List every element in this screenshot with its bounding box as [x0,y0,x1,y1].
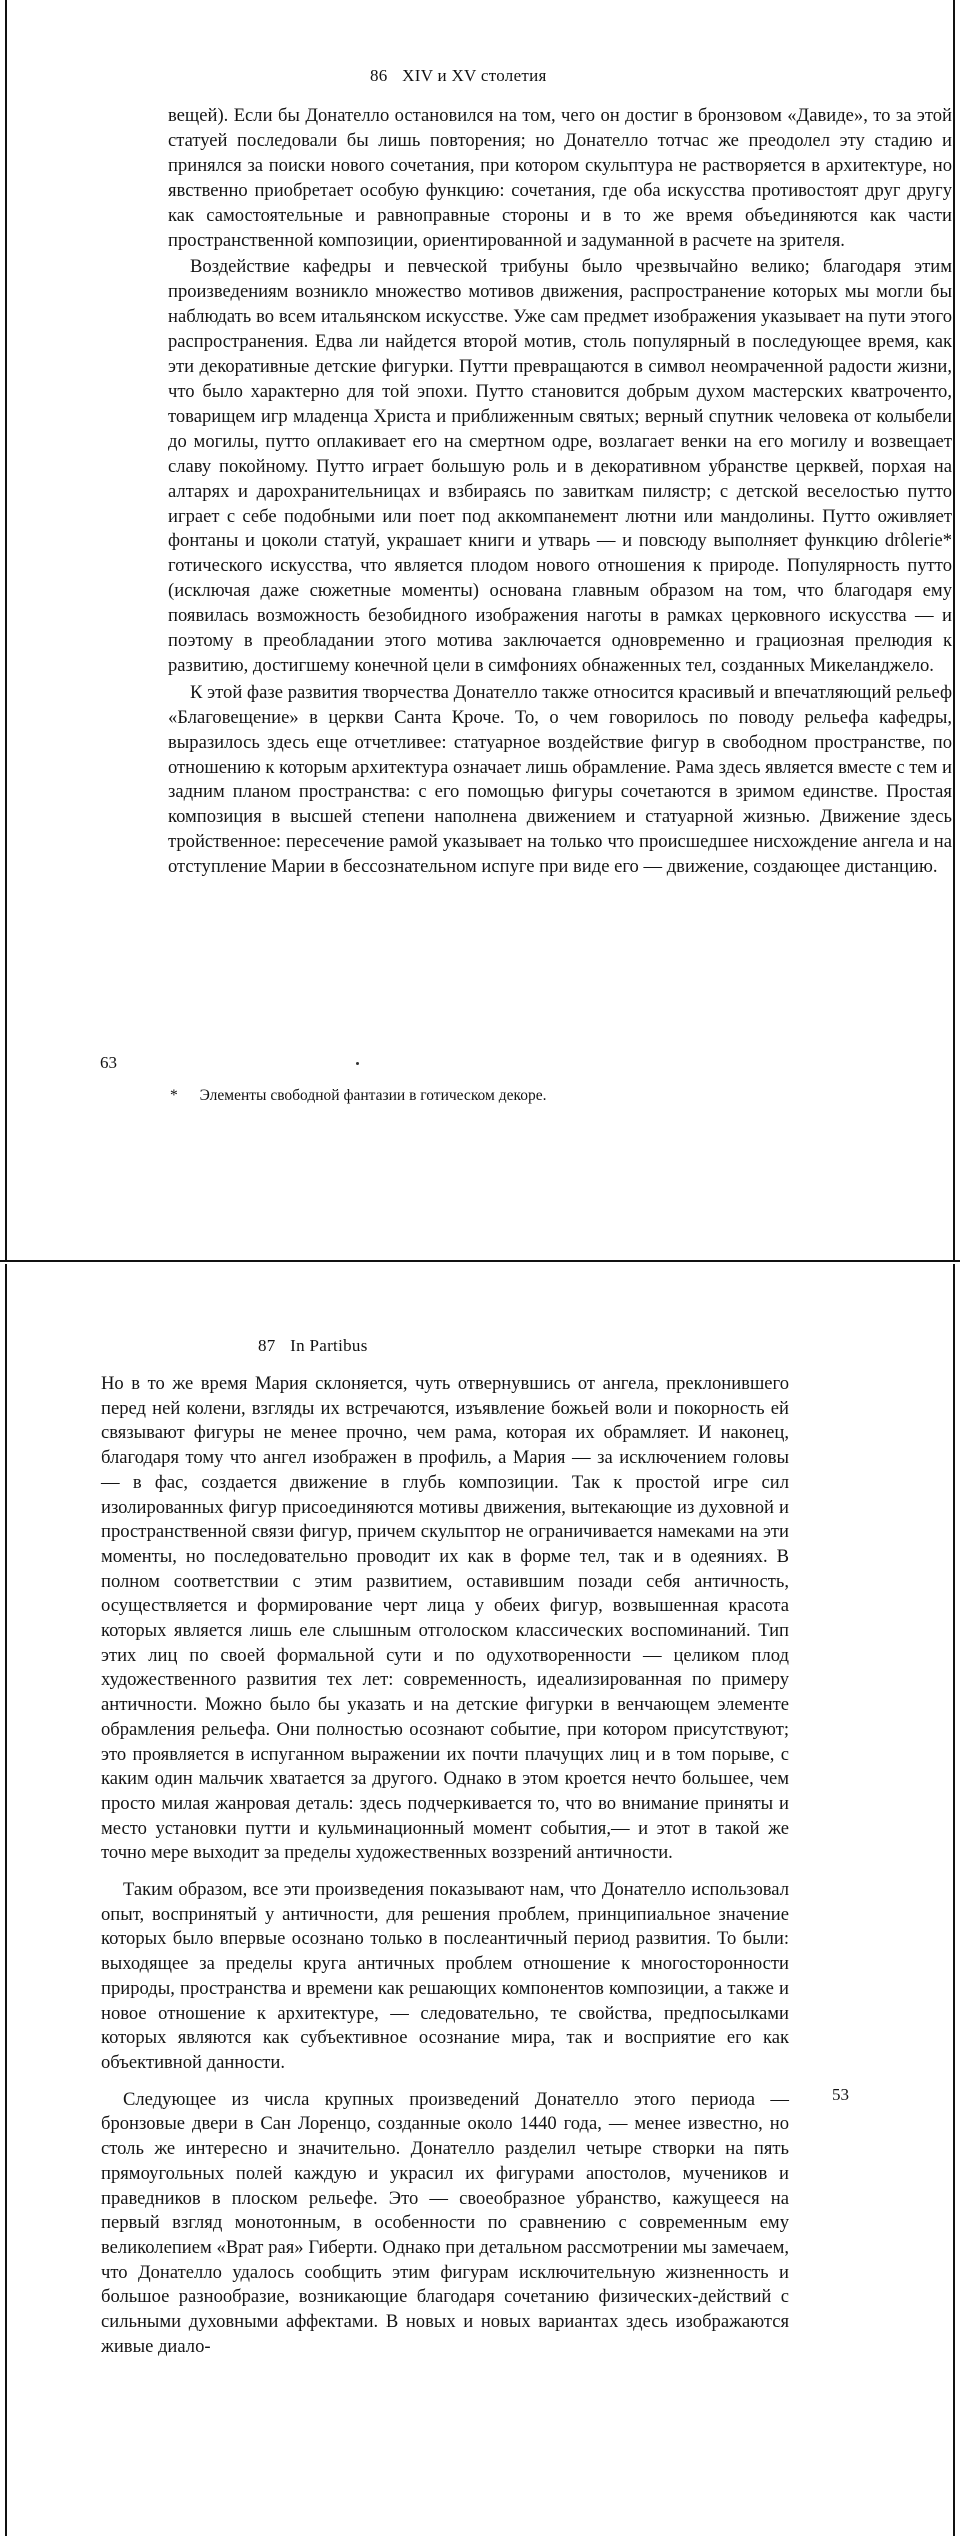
page-86 [0,0,960,1262]
body-text [101,1372,789,2359]
page-number: 86 [370,66,388,85]
footnote-mark: * [170,1087,178,1104]
margin-page-reference: 63 [100,1053,117,1072]
running-head: In Partibus [290,1336,368,1355]
page-87 [0,1264,960,2536]
page-header [370,66,547,86]
paragraph: Воздействие кафедры и певческой трибуны было чрезвычайно велико; благодаря этим произведениям возникло множество мотивов движения, распространение которых мы могли бы наблюдать во всем итальянском искусстве. Уже сам предмет изображения указывает на пути этого распространения. Едва ли найдется второй мотив, столь популярный в последующее время, как эти декоративные детские фигурки. Путти превращаются в символ неомраченной радости жизни, что было характерно для той эпохи. Путто становится добрым духом мастерских кватроченто, товарищем игр младенца Христа и приближенным святых; верный спутник человека от колыбели до могилы, путто оплакивает его на смертном одре, возлагает венки на его могилу и возвещает славу покойному. Путто играет большую роль и в декоративном убранстве церквей, порхая на алтарях и дарохранительницах и взбираясь по завиткам пилястр; с детской веселостью путто играет с себе подобными или поет под аккомпанемент лютни или мандолины. Путто оживляет фонтаны и цоколи статуй, украшает книги и утварь — и повсюду выполняет функцию drôlerie* готического искусства, что является плодом нового отношения к природе. Популярность путто (исключая даже сюжетные моменты) основана главным образом на том, что благодаря ему появилась возможность безобидного изображения наготы в рамках церковного искусства — и поэтому в преобладании этого мотива заключается одновременно и грациозная прелюдия к развитию, достигшему конечной цели в симфониях обнаженных тел, созданных Микеланджело. [168,256,952,676]
running-head: XIV и XV столетия [402,66,547,85]
paragraph: К этой фазе развития творчества Донателло также относится красивый и впечатляющий рельеф «Благовещение» в церкви Санта Кроче. То, о чем говорилось по поводу рельефа кафедры, выразилось здесь еще отчетливее: статуарное воздействие фигур в свободном пространстве, по отношению к которым архитектура означает лишь обрамление. Рама здесь является вместе с тем и задним планом пространства: с его помощью фигуры сочетаются в зримом единстве. Простая композиция в высшей степени наполнена движением и статуарной жизнью. Движение здесь тройственное: пересечение рамой указывает на только что происшедшее нисхождение ангела и на отступление Марии в бессознательном испуге при виде его — движение, создающее дистанцию. [168,681,952,878]
paragraph: вещей). Если бы Донателло остановился на том, чего он достиг в бронзовом «Давиде», то за этой статуей последовали бы лишь повторения; но Донателло тотчас же преодолел эту стадию и принялся за поиски нового сочетания, при котором скульптура не растворяется в архитектуре, но явственно приобретает особую функцию: сочетания, где оба искусства противостоят друг другу как самостоятельные и равноправные стороны и в то же время объединяются как части пространственной композиции, ориентированной и задуманной в расчете на зрителя. [168,105,952,251]
paragraph: Следующее из числа крупных произведений Донателло этого периода — бронзовые двери в Сан Лоренцо, созданные около 1440 года, — менее известно, но столь же интересно и значительно. Донателло разделил четыре створки на пять прямоугольных полей каждую и украсил их фигурами апостолов, мучеников и праведников в плоском рельефе. Это — своеобразное убранство, кажущееся на первый взгляд монотонным, в особенности по сравнению с современным ему великолепием «Врат рая» Гиберти. Однако при детальном рассмотрении мы замечаем, что Донателло удалось сообщить этим фигурам исключительную жизненность и большое разнообразие, возникающие благодаря сочетанию физических-действий с сильными духовными аффектами. В новых и новых вариантах здесь изображаются живые диало- [101,2088,789,2357]
paragraph: Но в то же время Мария склоняется, чуть отвернувшись от ангела, преклонившего перед ней колени, взгляды их встречаются, изъявление божьей воли и покорность ей связывают фигуры не менее прочно, чем рама, которая их обрамляет. И наконец, благодаря тому что ангел изображен в профиль, а Мария — за исключением головы — в фас, создается движение в глубь композиции. Так к простой игре сил изолированных фигур присоединяются мотивы движения, вытекающие из духовной и пространственной связи фигур, причем скульптор не ограничивается намеками на эти моменты, но последовательно проводит их как в форме тел, так и в одеяниях. В полном соответствии с этим развитием, оставившим позади себя античность, осуществляется и формирование черт лица у обеих фигур, возвышенная красота которых является лишь еле слышным отголоском классических воспоминаний. Тип этих лиц по своей формальной сути и по одухотворенности — целиком плод художественного развития тех лет: современность, идеализированная по примеру античности. Можно было бы указать и на детские фигурки в венчающем элементе обрамления рельефа. Они полностью осознают событие, при котором присутствуют; это проявляется в испуганном выражении их почти плачущих лиц и в том порыве, с каким один мальчик хватается за другого. Однако в этом кроется нечто большее, чем просто милая жанровая деталь: здесь подчеркивается то, что во внимание приняты и место установки путти и кульминационный момент события,— и этот в такой же точно мере выходит за пределы художественных воззрений античности. [101,1373,789,1864]
margin-page-reference: 53 [832,2085,849,2104]
page-border-left [5,0,7,1262]
page-border-right [953,1264,955,2536]
page-border-left [5,1264,7,2536]
page-border-right [953,0,955,1262]
footnote-text: Элементы свободной фантазии в готическом декоре. [199,1087,547,1104]
print-speck [356,1062,359,1065]
paragraph: Таким образом, все эти произведения показывают нам, что Донателло использовал опыт, воспринятый у античности, для решения проблем, принципиальное значение которых было впервые осознано только в послеантичный период развития. То были: выходящее за пределы круга античных проблем отношение к многосторонности природы, пространства и времени как решающих компонентов композиции, а также и новое отношение к архитектуре, — следовательно, те свойства, предпосылками которых являются как субъективное осознание мира, так и восприятие его как объективной данности. [101,1879,789,2073]
body-text [168,104,952,880]
page-number: 87 [258,1336,276,1355]
page-header [258,1336,368,1356]
footnote [170,1087,546,1105]
